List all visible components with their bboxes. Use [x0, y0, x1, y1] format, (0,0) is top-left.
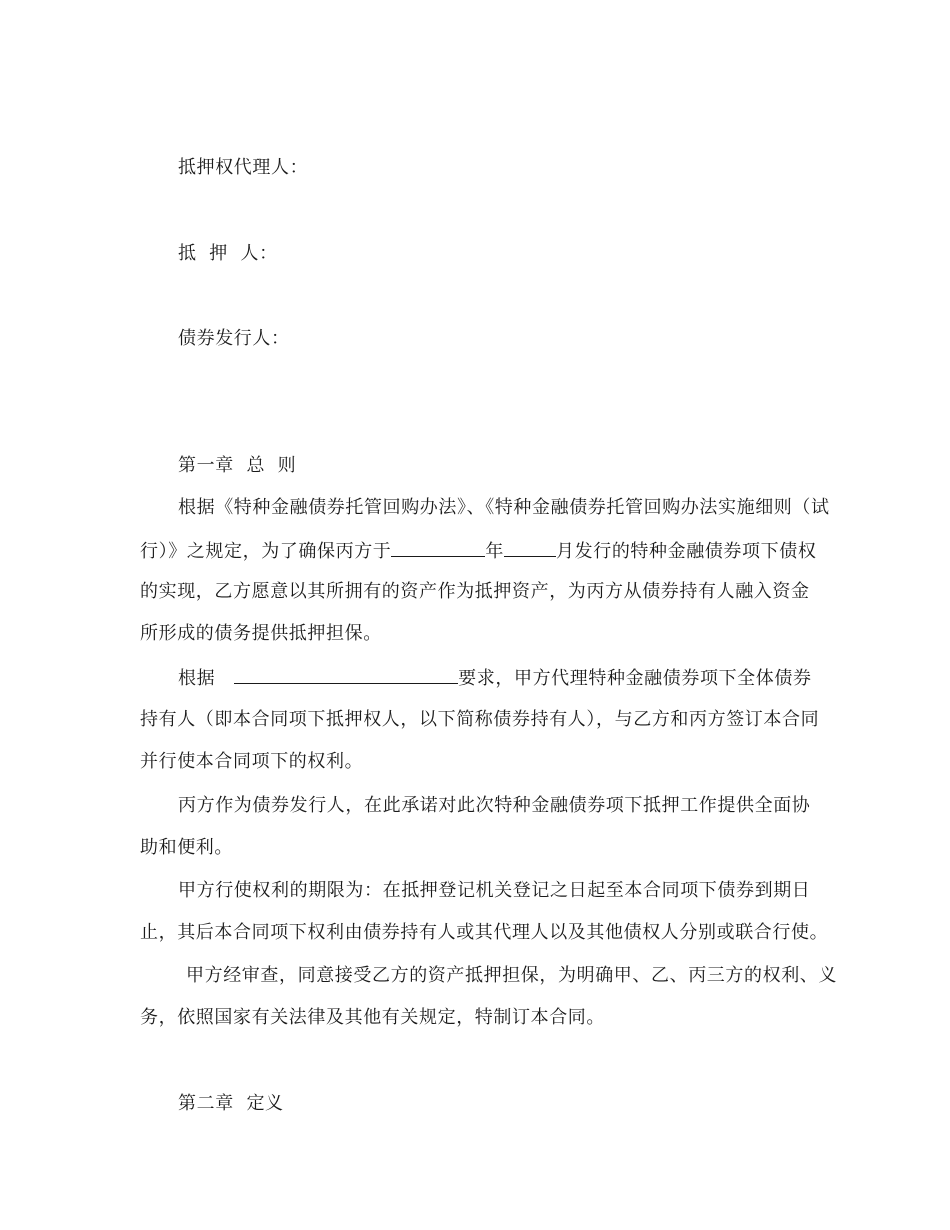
- year-blank-field[interactable]: [391, 538, 485, 557]
- month-blank-field[interactable]: [504, 538, 556, 557]
- paragraph-line: 所形成的债务提供抵押担保。: [140, 623, 382, 644]
- paragraph-line: 甲方行使权利的期限为：在抵押登记机关登记之日起至本合同项下债券到期日: [178, 880, 811, 901]
- paragraph-line: 丙方作为债券发行人，在此承诺对此次特种金融债券项下抵押工作提供全面协: [178, 795, 811, 816]
- paragraph-line: 务，依照国家有关法律及其他有关规定，特制订本合同。: [140, 1007, 605, 1028]
- mortgage-agent-label: 抵押权代理人：: [178, 157, 309, 178]
- paragraph-line: [140, 538, 816, 564]
- paragraph-line: 甲方经审查，同意接受乙方的资产抵押担保，为明确甲、乙、丙三方的权利、义: [186, 965, 837, 986]
- paragraph-line: [178, 665, 812, 691]
- paragraph-line: 止，其后本合同项下权利由债券持有人或其代理人以及其他债权人分别或联合行使。: [140, 922, 829, 943]
- text-segment: 年: [485, 541, 505, 562]
- paragraph-line: 持有人（即本合同项下抵押权人，以下简称债券持有人），与乙方和丙方签订本合同: [140, 709, 820, 730]
- basis-blank-field[interactable]: [234, 665, 458, 684]
- mortgagor-label: 抵 押 人：: [178, 243, 278, 264]
- paragraph-line: 的实现，乙方愿意以其所拥有的资产作为抵押资产，为丙方从债券持有人融入资金: [140, 581, 810, 602]
- paragraph-line: 根据《特种金融债券托管回购办法》、《特种金融债券托管回购办法实施细则（试: [178, 497, 830, 518]
- text-segment: 行）》之规定，为了确保丙方于: [140, 541, 392, 562]
- bond-issuer-label: 债券发行人：: [178, 328, 290, 349]
- paragraph-line: 并行使本合同项下的权利。: [140, 751, 364, 772]
- text-segment: 要求，甲方代理特种金融债券项下全体债券: [458, 668, 812, 689]
- text-segment: 月发行的特种金融债券项下债权: [556, 541, 817, 562]
- paragraph-line: 助和便利。: [140, 837, 233, 858]
- chapter-2-title: 第二章 定义: [178, 1093, 284, 1114]
- chapter-1-title: 第一章 总 则: [178, 455, 297, 476]
- text-segment: 根据: [178, 668, 216, 689]
